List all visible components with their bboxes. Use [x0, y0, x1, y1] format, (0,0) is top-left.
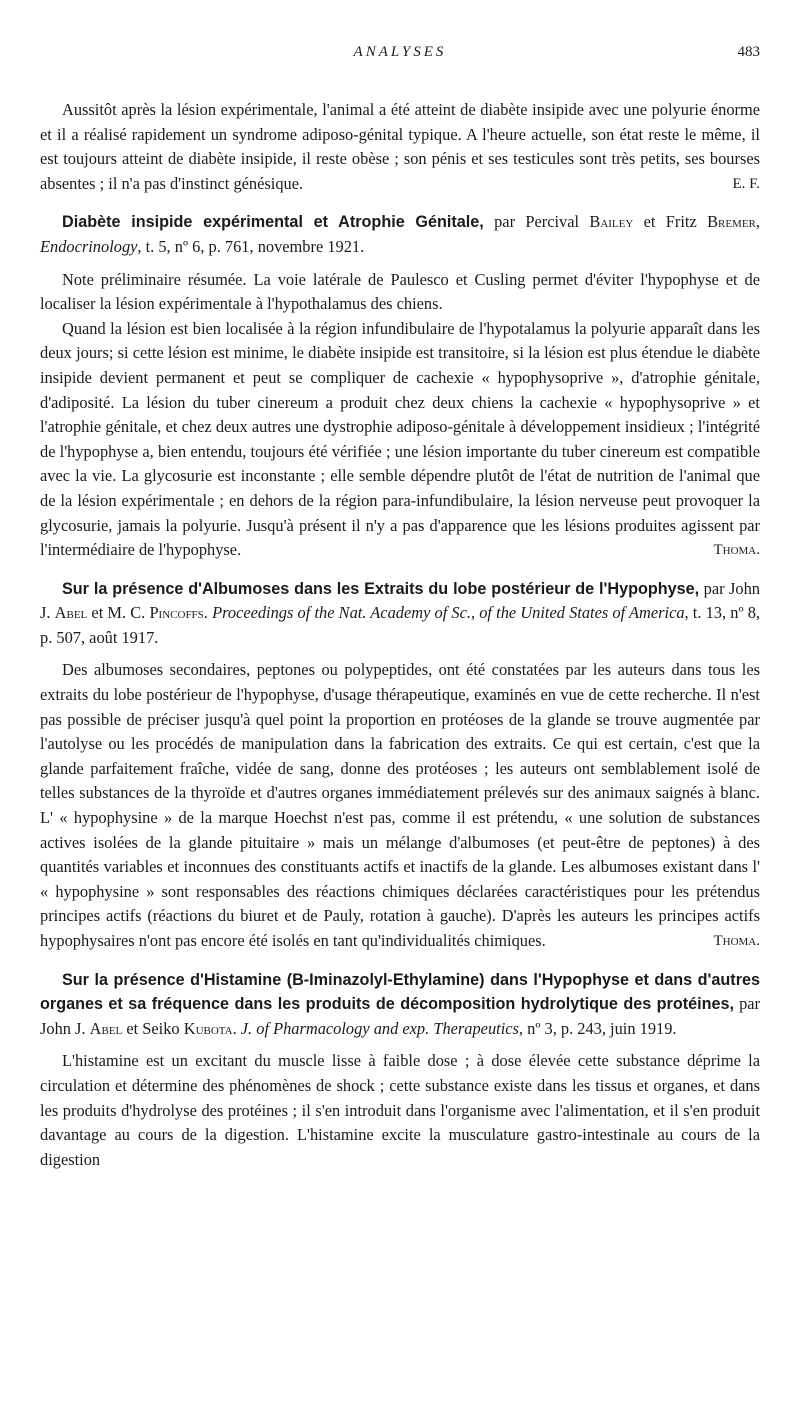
author-name: Abel [54, 603, 88, 623]
paragraph-text: Des albumoses secondaires, peptones ou polypeptides, ont été constatées par les auteurs dans tous les extraits du lobe postérieur de l'hypophyse, d'usage thérapeutique, examinés en vue de cette recherche. Il n'est pas possible de préciser jusqu'à quel point la proportion en protéoses de la glande se trouve augmentée par l'autolyse ou les procédés de manipulation dans la fabrication des extraits. Ce qui est certain, c'est que la glande parfaitement fraîche, vidée de sang, donne des protéoses ; les auteurs ont semblablement isolé de telles substances de la thyroïde et d'autres organes immédiatement prélevés sur des animaux saignés à blanc. L' « hypophysine » de la marque Hoechst n'est pas, comme il est prétendu, « une solution de substances actives isolées de la glande pituitaire » mais un mélange d'albumoses (et peut-être de peptones) à des quantités variables et inconnues des constituants actifs et inactifs de la glande. Les albumoses existant dans l' « hypophysine » sont responsables des réactions chimiques déclarées caractéristiques pour les prétendus principes actifs (réactions du biuret et de Pauly, rotation à gauche). D'après les auteurs les principes actifs hypophysaires n'ont pas encore été isolés en tant qu'individualités chimiques. [40, 660, 760, 950]
article-2-paragraph [40, 658, 760, 953]
citation-text: , nº 3, p. 243, juin 1919. [518, 1018, 677, 1038]
citation-text: par John J. [40, 994, 761, 1038]
author-name: Bremer [707, 212, 756, 232]
citation-text: par Percival [483, 212, 590, 232]
author-name: Abel [89, 1018, 123, 1038]
article-3-body [40, 1049, 760, 1172]
citation-text: et M. C. [87, 603, 150, 623]
citation-text: , t. 5, nº 6, p. 761, novembre 1921. [137, 236, 365, 256]
article-2-heading [40, 577, 760, 651]
article-2-title: Sur la présence d'Albumoses dans les Extraits du lobe postérieur de l'Hypophyse, [62, 579, 700, 598]
article-2-body [40, 658, 760, 953]
article-1-citation [40, 210, 760, 259]
page-number: 483 [737, 44, 760, 60]
intro-signature: E. F. [732, 175, 760, 192]
article-2-citation [40, 577, 760, 651]
journal-name: Endocrinology [40, 236, 138, 256]
page-content [40, 98, 760, 1172]
article-2-signature: Thoma. [713, 933, 760, 949]
article-3-citation [40, 968, 760, 1042]
article-1-heading [40, 210, 760, 259]
citation-text: , t. 13, nº 8, p. 507, août 1917. [40, 603, 760, 647]
running-header [40, 44, 760, 66]
article-3-heading [40, 968, 760, 1042]
citation-text: . [232, 1018, 241, 1038]
journal-name: Proceedings of the Nat. Academy of Sc., of the United States of America [212, 603, 685, 623]
author-name: Bailey [589, 212, 634, 232]
running-title: ANALYSES [353, 44, 447, 60]
citation-text: et Seiko [122, 1018, 184, 1038]
article-1-body [40, 268, 760, 563]
author-name: Kubota [183, 1018, 233, 1038]
article-1-paragraph-2 [40, 317, 760, 563]
journal-name: J. of Pharmacology and exp. Therapeutics [240, 1018, 519, 1038]
citation-text: , [755, 212, 760, 232]
intro-text: Aussitôt après la lésion expérimentale, l'animal a été atteint de diabète insipide avec une polyurie énorme et il a réalisé rapidement un syndrome adiposo-génital typique. A l'heure actuelle, son état reste le même, il est toujours atteint de diabète insipide, il reste obèse ; son pénis et ses testicules sont très petits, ses bourses absentes ; il n'a pas d'instinct génésique. [40, 100, 760, 193]
intro-paragraph [40, 98, 760, 196]
article-3-paragraph: L'histamine est un excitant du muscle lisse à faible dose ; à dose élevée cette substance déprime la circulation et détermine des phénomènes de shock ; cette substance existe dans les tissus et organes, et dans les produits d'hydrolyse des protéines ; il s'en introduit dans l'organisme avec l'alimentation, et il s'en produit davantage au cours de la digestion. L'histamine excite la musculature gastro-intestinale au cours de la digestion [40, 1051, 760, 1169]
author-name: Pincoffs [149, 603, 204, 623]
article-1-paragraph-1: Note préliminaire résumée. La voie latérale de Paulesco et Cusling permet d'éviter l'hypophyse et de localiser la lésion expérimentale à l'hypothalamus des chiens. [40, 269, 760, 314]
citation-text: et Fritz [633, 212, 708, 232]
citation-text: par John J. [40, 578, 760, 623]
article-1-signature: Thoma. [713, 542, 760, 559]
citation-text: . [203, 603, 213, 623]
article-1-title: Diabète insipide expérimental et Atrophie Génitale, [62, 213, 484, 232]
article-3-title: Sur la présence d'Histamine (B-Iminazolyl-Ethylamine) dans l'Hypophyse et dans d'autres organes et sa fréquence dans les produits de décomposition hydrolytique des protéines, [40, 970, 760, 1014]
paragraph-text: Quand la lésion est bien localisée à la région infundibulaire de l'hypotalamus la polyurie apparaît dans les deux jours; si cette lésion est minime, le diabète insipide est transitoire, si la lésion est plus étendue le diabète insipide devient permanent et peut se compliquer de cachexie « hypophysoprive », d'atrophie génitale, d'adiposité. La lésion du tuber cinereum a produit chez deux chiens la cachexie « hypophysoprive » et l'atrophie génitale, et chez deux autres une dystrophie adiposo-génitale à développement insidieux ; l'intégrité de l'hypophyse a, bien entendu, toujours été vérifiée ; une lésion importante du tuber cinereum est compatible avec la vie. La glycosurie est inconstante ; elle semble dépendre plutôt de l'état de nutrition de l'animal que de la lésion expérimentale ; en dehors de la région para-infundibulaire, la lésion nerveuse peut provoquer la glycosurie, jamais la polyurie. Jusqu'à présent il n'y a pas d'apparence que les lésions produites agissent par l'intermédiaire de l'hypophyse. [40, 318, 760, 560]
